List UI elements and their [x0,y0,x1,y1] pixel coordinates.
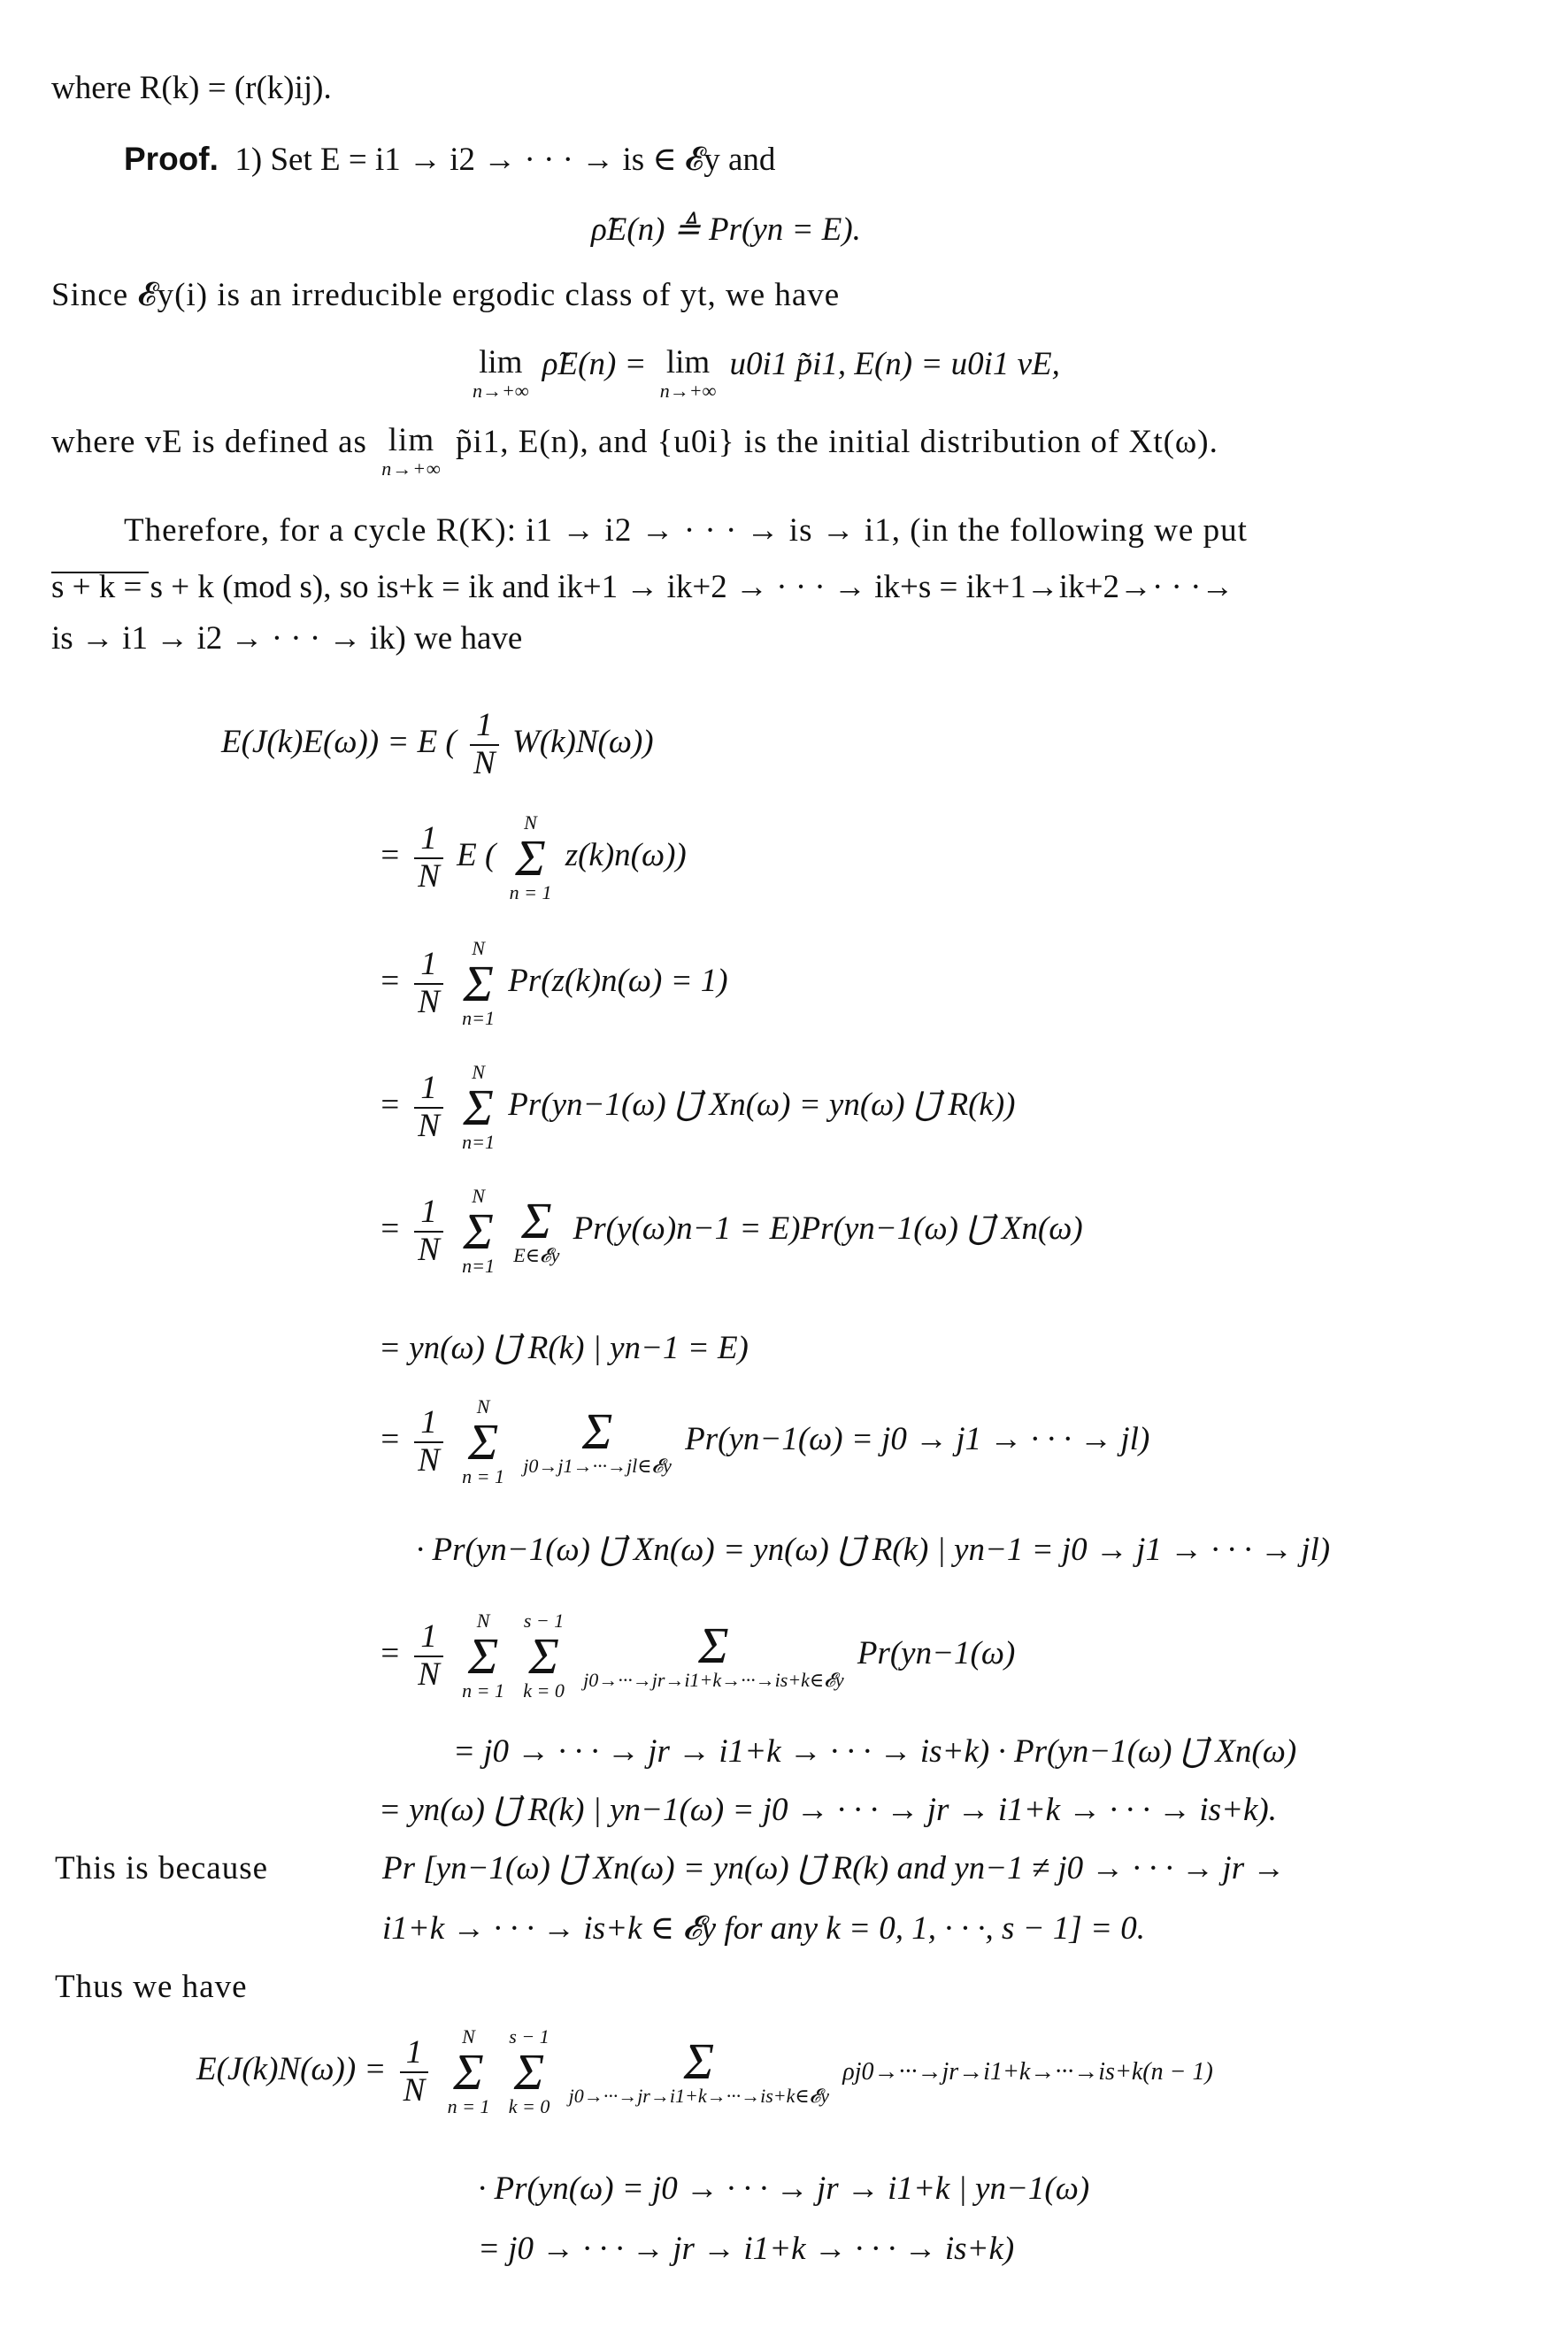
final-equation-line-3 [478,2230,1014,2269]
final-line-2-text: · Pr(yn(ω) = j0 → · · · → jr → i1+k | yn−1(ω) [478,2170,1090,2207]
sum-upper-k: s − 1 [509,2025,550,2048]
frac-num: 1 [414,947,443,985]
fraction-1-over-N [414,1071,443,1144]
thus-line [55,1968,248,2007]
eq-sign: = [379,963,401,1000]
proof-label: Proof. [124,141,219,177]
equation-expectation [221,708,654,781]
lim-word-3: lim [388,422,435,458]
sigma-symbol: Σ [528,1627,559,1686]
sum-lower-j: j0→···→jr→i1+k→···→is+k∈𝓔y [583,1669,844,1692]
summation-k [509,2026,550,2117]
sum-upper: N [472,1185,485,1207]
frac-den: N [418,1656,440,1693]
because-condition-1 [382,1849,1285,1888]
eq11-text: = yn(ω) ⋃⃗ R(k) | yn−1(ω) = j0 → · · · → jr → i1+k → · · · → is+k). [379,1792,1277,1828]
frac-den: N [473,744,496,781]
therefore-text: Therefore, for a cycle R(K): i1 → i2 → · · · → is → i1, (in the following we put [124,512,1248,549]
final-equation [196,2026,1213,2117]
sum-lower-k: k = 0 [508,2095,550,2118]
final-line-3-text: = j0 → · · · → jr → i1+k → · · · → is+k) [478,2231,1015,2267]
where-vE-line [51,423,1218,479]
equation-step-11 [379,1791,1277,1830]
where-vE-text: where vE is defined as [51,424,367,460]
sum-upper-k: s − 1 [523,1610,565,1632]
equation-step-6 [379,1329,749,1368]
sum-lower: n = 1 [509,881,552,904]
sigma-symbol: Σ [513,2043,545,2101]
frac-num: 1 [414,1071,443,1109]
sum-lower-j: j0→···→jr→i1+k→···→is+k∈𝓔y [568,2085,830,2108]
equation-step-8 [416,1531,1330,1570]
because-condition-text-2: i1+k → · · · → is+k ∈ 𝓔y for any k = 0, 1, · · ·, s − 1] = 0. [382,1910,1145,1947]
summation-j-chain [568,2032,830,2108]
frac-num: 1 [414,1195,443,1233]
frac-num: 1 [414,1405,443,1443]
summation [462,938,495,1029]
text-where-R: where R(k) = (r(k)ij). [51,70,332,106]
lim-word-1: lim [479,344,523,380]
fraction-1-over-N [414,1405,443,1479]
frac-den: N [418,1107,440,1144]
we-have-line [51,619,522,658]
sum-lower-j: j0→j1→···→jl∈𝓔y [523,1455,672,1478]
rho-definition [591,211,861,250]
sum-lower: n = 1 [462,1465,505,1488]
frac-den: N [418,1231,440,1268]
sum-upper: N [476,1610,490,1632]
sum-lower: n = 1 [447,2095,490,2118]
because-condition-2 [382,1909,1145,1948]
therefore-line [124,511,1248,550]
eq-sign: = [379,1087,401,1124]
limit-equation [467,345,1060,401]
lim-under-2: n→+∞ [659,379,717,402]
equation-step-7 [379,1396,1149,1487]
equation-step-3 [379,938,728,1029]
equation-step-4 [379,1062,1015,1153]
eq-sign: = [379,1210,401,1248]
because-condition-text-1: Pr [yn−1(ω) ⋃⃗ Xn(ω) = yn(ω) ⋃⃗ R(k) and yn−1 ≠ j0 → · · · → jr → [382,1850,1286,1886]
frac-den: N [418,983,440,1020]
eq2-E: E ( [457,837,496,874]
mod-text: s + k = s + k (mod s), so is+k = ik and ik+1 → ik+2 → · · · → ik+s = ik+1→ik+2→· · ·→ [51,569,1234,605]
initial-distribution-text: p̃i1, E(n), and {u0i} is the initial distribution of Xt(ω). [455,424,1218,460]
sum-lower-E: E∈𝓔y [513,1244,560,1267]
limit-lhs: ρ̃E(n) = [542,346,655,382]
fraction-1-over-N [414,821,443,895]
sigma-symbol: Σ [698,1617,729,1675]
sum-upper: N [476,1395,490,1418]
summation-j-chain [583,1617,844,1692]
eq1-lhs: E(J(k)E(ω)) = E ( [221,724,457,761]
since-line [51,276,840,315]
text-line-where-R [51,69,332,108]
eq3-rhs: Pr(z(k)n(ω) = 1) [508,963,728,1000]
eq5-rhs: Pr(y(ω)n−1 = E)Pr(yn−1(ω) ⋃⃗ Xn(ω) [573,1210,1083,1248]
summation-E [513,1192,560,1267]
summation-j-chain [523,1402,672,1478]
eq4-rhs: Pr(yn−1(ω) ⋃⃗ Xn(ω) = yn(ω) ⋃⃗ R(k)) [508,1087,1016,1124]
eq7-rhs: Pr(yn−1(ω) = j0 → j1 → · · · → jl) [685,1421,1150,1458]
limit-operator-1 [473,345,529,401]
eq-sign: = [379,1421,401,1458]
because-label-line [55,1849,268,1888]
summation-n [462,1610,504,1702]
sigma-symbol: Σ [467,1413,499,1471]
frac-num: 1 [470,708,499,746]
final-rhs: ρj0→···→jr→i1+k→···→is+k(n − 1) [842,2058,1213,2086]
frac-den: N [418,1441,440,1479]
sigma-symbol: Σ [683,2032,715,2091]
frac-num: 1 [414,1619,443,1657]
sigma-symbol: Σ [467,1627,499,1686]
summation-k [523,1610,565,1702]
limit-operator-2 [660,345,717,401]
sum-upper: N [472,1061,485,1083]
sum-upper: N [472,937,485,959]
sum-upper: N [524,811,537,834]
fraction-1-over-N [414,947,443,1020]
sum-lower-k: k = 0 [523,1679,565,1702]
summation [462,1062,495,1153]
limit-rhs: u0i1 p̃i1, E(n) = u0i1 vE, [729,346,1060,382]
eq1-rhs: W(k)N(ω)) [511,724,654,761]
equation-step-9 [379,1610,1015,1702]
rho-definition-text: ρ̃E(n) ≜ Pr(yn = E). [591,211,861,248]
summation [462,1186,495,1277]
mod-line [51,568,1234,607]
sum-lower: n=1 [462,1007,496,1030]
thus-text: Thus we have [55,1969,248,2005]
proof-step-1: 1) Set E = i1 → i2 → · · · → is ∈ 𝓔y and [234,142,776,178]
fraction-1-over-N [470,708,499,781]
proof-line [124,140,775,180]
sigma-symbol: Σ [521,1192,552,1250]
frac-num: 1 [400,2035,429,2073]
frac-den: N [418,857,440,895]
frac-num: 1 [414,821,443,859]
eq9-rhs: Pr(yn−1(ω) [857,1635,1016,1672]
sigma-symbol: Σ [453,2043,484,2101]
equation-step-10 [453,1733,1296,1771]
summation-n [448,2026,490,2117]
eq8-text: · Pr(yn−1(ω) ⋃⃗ Xn(ω) = yn(ω) ⋃⃗ R(k) | yn−1 = j0 → j1 → · · · → jl) [416,1532,1331,1568]
final-lhs: E(J(k)N(ω)) = [196,2051,395,2088]
sigma-symbol: Σ [463,955,494,1013]
sum-lower: n=1 [462,1131,496,1154]
sigma-symbol: Σ [463,1079,494,1137]
eq-sign: = [379,1635,401,1672]
equation-step-5 [379,1186,1083,1277]
since-text: Since 𝓔y(i) is an irreducible ergodic class of yt, we have [51,277,841,313]
summation [462,1396,504,1487]
sigma-symbol: Σ [515,829,546,887]
sigma-symbol: Σ [581,1402,613,1461]
eq6-text: = yn(ω) ⋃⃗ R(k) | yn−1 = E) [379,1330,749,1366]
eq-sign: = [379,837,401,874]
lim-under-1: n→+∞ [473,379,529,402]
lim-under-3: n→+∞ [381,457,442,480]
frac-den: N [403,2071,426,2109]
final-equation-line-2 [478,2170,1089,2209]
sum-lower: n = 1 [462,1679,505,1702]
fraction-1-over-N [414,1619,443,1693]
equation-step-2 [379,812,687,903]
eq10-text: = j0 → · · · → jr → i1+k → · · · → is+k) · Pr(yn−1(ω) ⋃⃗ Xn(ω) [453,1733,1297,1770]
we-have-text: is → i1 → i2 → · · · → ik) we have [51,620,523,657]
eq2-rhs: z(k)n(ω)) [565,837,687,874]
sum-upper: N [462,2025,475,2048]
sum-lower: n=1 [462,1255,496,1278]
limit-operator-3 [381,423,442,479]
because-text: This is because [55,1850,269,1886]
fraction-1-over-N [400,2035,429,2109]
fraction-1-over-N [414,1195,443,1268]
sigma-symbol: Σ [463,1202,494,1261]
summation [510,812,552,903]
lim-word-2: lim [665,344,711,380]
